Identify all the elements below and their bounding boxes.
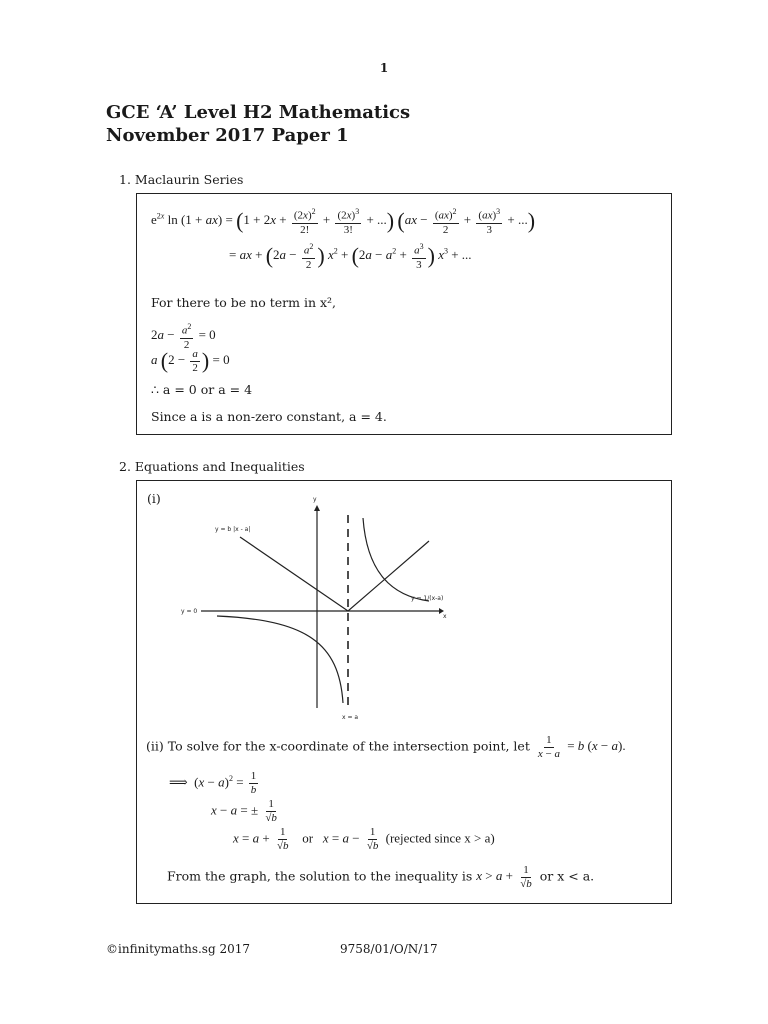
part-i-label: (i) bbox=[147, 491, 161, 506]
q1-conclusion: Since a is a non-zero constant, a = 4. bbox=[151, 409, 387, 424]
q2-solution-box bbox=[136, 480, 672, 904]
horizontal-asymptote-label: y = 0 bbox=[181, 608, 198, 615]
part-ii-intro: (ii) To solve for the x-coordinate of the intersection point, let $\frac{1}{x - a}$ = b (x − a). bbox=[146, 734, 626, 760]
part-ii-intro-text: (ii) To solve for the x-coordinate of the intersection point, let bbox=[146, 738, 530, 754]
graph-sketch bbox=[167, 493, 497, 728]
or-word: or bbox=[302, 830, 314, 846]
title-line-2: November 2017 Paper 1 bbox=[106, 125, 349, 146]
page-number: 1 bbox=[379, 61, 389, 75]
equation-step-2: a (2 − $\frac{a}{2}$ ) = 0 bbox=[151, 347, 230, 374]
q2-heading: 2. Equations and Inequalities bbox=[119, 459, 305, 474]
hyperbola-label: y = 1/(x-a) bbox=[411, 595, 444, 602]
footer-paper-code: 9758/01/O/N/17 bbox=[340, 942, 438, 956]
step-root: x − a = ± $\frac{1}{√b}$ bbox=[211, 798, 277, 824]
no-term-statement: For there to be no term in x², bbox=[151, 295, 337, 310]
therefore-line: ∴ a = 0 or a = 4 bbox=[151, 382, 253, 397]
x-axis-label: x bbox=[443, 613, 447, 620]
rejected-note: (rejected since x > a) bbox=[385, 830, 495, 846]
final-answer: From the graph, the solution to the inequality is x > a + $\frac{1}{√b}$ or x < a. bbox=[167, 864, 595, 890]
final-answer-pre: From the graph, the solution to the inequality is bbox=[167, 868, 473, 884]
maclaurin-expansion-line1: $e^{2x}$ ln (1 + ax) = (1 + 2x + $\frac{(2x)^2}{2!}$ + $\frac{(2x)^3}{3!}$ + ...) (ax − $\frac{(ax)^2}{2}$ + $\frac{(ax)^3}{3}$ + ...) bbox=[151, 207, 536, 236]
vertical-asymptote-label: x = a bbox=[342, 714, 359, 721]
y-axis-label: y bbox=[313, 496, 317, 503]
hyperbola-left-branch bbox=[217, 616, 343, 703]
hyperbola-right-branch bbox=[363, 518, 429, 601]
maclaurin-expansion-line2: = ax + (2a − $\frac{a^2}{2}$ ) $x^2 + (2a - a^2$ + $\frac{a^3}{3}$ ) $x^3$ + ... bbox=[229, 242, 472, 271]
final-answer-post: or x < a. bbox=[539, 868, 595, 884]
q1-solution-box bbox=[136, 193, 672, 435]
equation-step-1: 2a − $\frac{a^2}{2}$ = 0 bbox=[151, 322, 216, 351]
page-title bbox=[106, 101, 410, 147]
modulus-curve-label: y = b |x - a| bbox=[215, 526, 251, 533]
step-solutions: x = a + $\frac{1}{√b}$ or x = a − $\frac{1}{√b}$ (rejected since x > a) bbox=[233, 826, 495, 852]
modulus-curve bbox=[240, 537, 429, 611]
title-line-1: GCE ‘A’ Level H2 Mathematics bbox=[106, 102, 411, 123]
footer-copyright: ©infinitymaths.sg 2017 bbox=[106, 942, 250, 956]
y-axis-arrow bbox=[314, 505, 320, 511]
step-squared: ⟹ $(x - a)^2$ = $\frac{1}{b}$ bbox=[169, 770, 257, 796]
q1-heading: 1. Maclaurin Series bbox=[119, 172, 244, 187]
